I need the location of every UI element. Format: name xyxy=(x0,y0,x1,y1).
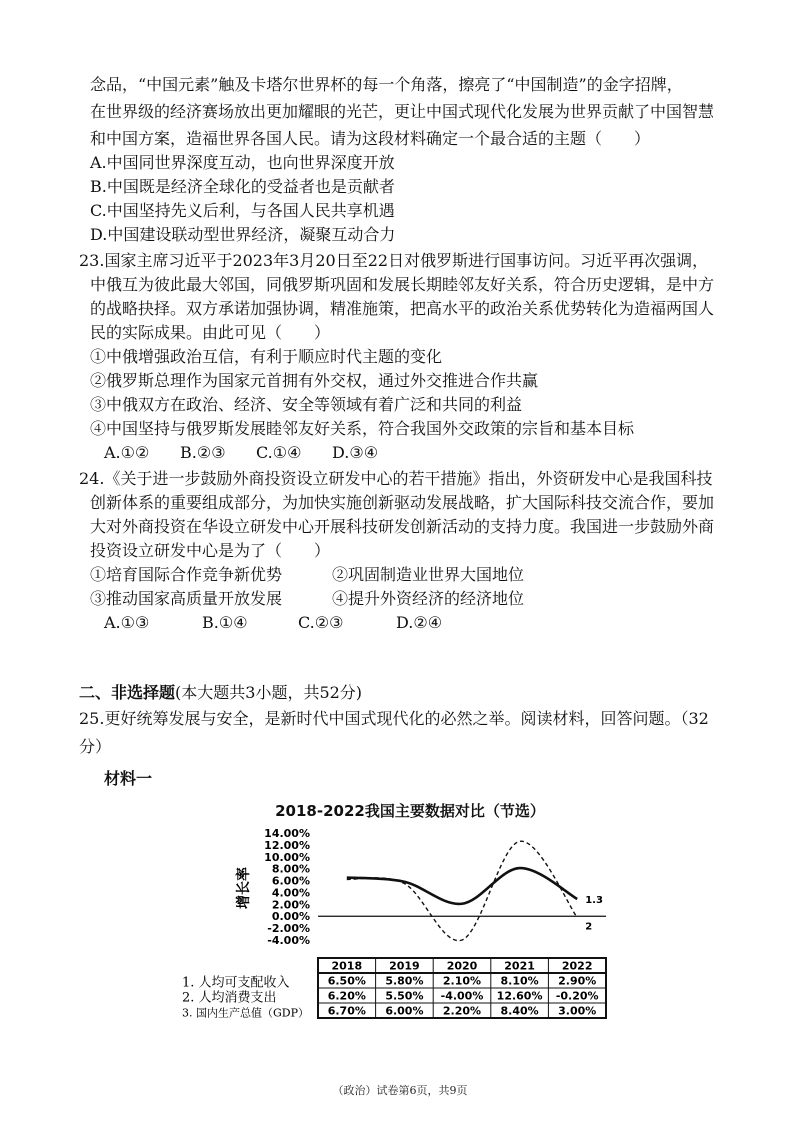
q22-stem-line: 念品，“中国元素”触及卡塔尔世界杯的每一个角落，擦亮了“中国制造”的金字招牌， xyxy=(90,75,683,94)
q25-stem-line: 25.更好统筹发展与安全，是新时代中国式现代化的必然之举。阅读材料，回答问题。（32 xyxy=(79,709,709,728)
table-cell-value: -4.00% xyxy=(440,989,484,1003)
series-line-consumption xyxy=(347,841,577,940)
table-cell-value: 3.00% xyxy=(558,1004,597,1018)
y-tick-label: 6.00% xyxy=(271,874,310,888)
y-tick-label: 0.00% xyxy=(271,910,310,924)
q23-stem-line: 的战略抉择。双方承诺加强协调，精准施策，把高水平的政治关系优势转化为造福两国人 xyxy=(90,299,715,318)
table-cell-value: 6.50% xyxy=(327,974,366,988)
table-cell-value: 6.70% xyxy=(327,1004,366,1018)
q22-option-d: D.中国建设联动型世界经济，凝聚互动合力 xyxy=(90,225,396,244)
table-row-label: 3. 国内生产总值（GDP） xyxy=(182,1006,309,1020)
series-end-label: 2 xyxy=(585,921,593,933)
q24-item-3: ③推动国家高质量开放发展 xyxy=(90,589,283,608)
q24-item-1: ①培育国际合作竞争新优势 xyxy=(90,565,283,584)
q22-option-c: C.中国坚持先义后利，与各国人民共享机遇 xyxy=(90,201,395,220)
table-cell-value: 5.50% xyxy=(385,989,424,1003)
q24-stem-line: 24.《关于进一步鼓励外商投资设立研发中心的若干措施》指出，外资研发中心是我国科技 xyxy=(79,469,713,488)
q23-option-b: B.②③ xyxy=(180,443,226,462)
table-cell-value: 6.20% xyxy=(327,989,366,1003)
table-cell-value: 6.00% xyxy=(385,1004,424,1018)
q23-item-1: ①中俄增强政治互信，有利于顺应时代主题的变化 xyxy=(90,347,443,366)
q23-option-c: C.①④ xyxy=(256,443,302,462)
y-tick-label: -2.00% xyxy=(267,922,310,936)
q23-item-2: ②俄罗斯总理作为国家元首拥有外交权，通过外交推进合作共赢 xyxy=(90,371,539,390)
q24-stem-line: 创新体系的重要组成部分，为加快实施创新驱动发展战略，扩大国际科技交流合作，要加 xyxy=(90,493,715,512)
page-footer: （政治）试卷第6页，共9页 xyxy=(332,1084,468,1097)
y-tick-label: 4.00% xyxy=(271,886,310,900)
q23-option-d: D.③④ xyxy=(332,443,379,462)
q22-option-b: B.中国既是经济全球化的受益者也是贡献者 xyxy=(90,177,395,196)
q24-option-b: B.①④ xyxy=(202,613,248,632)
table-header-year: 2021 xyxy=(504,959,535,973)
q22-stem-line: 在世界级的经济赛场放出更加耀眼的光芒，更让中国式现代化发展为世界贡献了中国智慧 xyxy=(90,102,715,121)
q24-item-2: ②巩固制造业世界大国地位 xyxy=(332,565,525,584)
q23-item-4: ④中国坚持与俄罗斯发展睦邻友好关系，符合我国外交政策的宗旨和基本目标 xyxy=(90,419,635,438)
table-cell-value: 2.90% xyxy=(558,974,597,988)
q23-stem-line: 民的实际成果。由此可见（ ） xyxy=(90,323,331,342)
table-header-year: 2018 xyxy=(331,959,363,973)
q25-stem-line: 分） xyxy=(79,737,112,756)
table-cell-value: 8.40% xyxy=(500,1004,539,1018)
table-header-year: 2019 xyxy=(389,959,420,973)
q24-option-a: A.①③ xyxy=(104,613,150,632)
section-note: (本大题共3小题，共52分) xyxy=(175,683,363,702)
y-tick-label: 12.00% xyxy=(264,838,310,852)
q24-option-d: D.②④ xyxy=(396,613,443,632)
q23-stem-line: 23.国家主席习近平于2023年3月20日至22日对俄罗斯进行国事访问。习近平再次强调， xyxy=(79,251,709,270)
series-line-income xyxy=(347,868,577,904)
material-label: 材料一 xyxy=(104,769,153,788)
table-cell-value: 2.10% xyxy=(442,974,482,988)
table-cell-value: -0.20% xyxy=(555,989,599,1003)
q24-stem-line: 投资设立研发中心是为了（ ） xyxy=(90,541,331,560)
table-header-year: 2020 xyxy=(446,959,478,973)
series-end-label: 1.3 xyxy=(585,894,603,906)
table-row-label: 2. 人均消费支出 xyxy=(182,990,277,1006)
q24-item-4: ④提升外资经济的经济地位 xyxy=(332,589,525,608)
q22-option-a: A.中国同世界深度互动，也向世界深度开放 xyxy=(90,153,395,172)
q24-stem-line: 大对外商投资在华设立研发中心开展科技研发创新活动的支持力度。我国进一步鼓励外商 xyxy=(90,517,715,536)
q23-option-a: A.①② xyxy=(104,443,150,462)
table-cell-value: 5.80% xyxy=(385,974,424,988)
table-cell-value: 8.10% xyxy=(500,974,539,988)
y-tick-label: -4.00% xyxy=(267,934,310,947)
table-cell-value: 12.60% xyxy=(496,989,543,1003)
y-tick-label: 10.00% xyxy=(264,850,310,864)
y-tick-label: 2.00% xyxy=(271,898,310,912)
table-cell-value: 2.20% xyxy=(442,1004,482,1018)
q23-stem-line: 中俄互为彼此最大邻国，同俄罗斯巩固和发展长期睦邻友好关系，符合历史逻辑，是中方 xyxy=(90,275,715,294)
y-tick-label: 14.00% xyxy=(264,827,310,840)
table-row-label: 1. 人均可支配收入 xyxy=(182,975,290,991)
y-axis-label: 增长率 xyxy=(236,867,252,909)
section-title: 二、非选择题 xyxy=(79,683,176,702)
q24-option-c: C.②③ xyxy=(298,613,344,632)
table-header-year: 2022 xyxy=(561,959,593,973)
q22-stem-line: 和中国方案，造福世界各国人民。请为这段材料确定一个最合适的主题（ ） xyxy=(90,129,651,148)
y-tick-label: 8.00% xyxy=(271,862,310,876)
q23-item-3: ③中俄双方在政治、经济、安全等领域有着广泛和共同的利益 xyxy=(90,395,523,414)
chart-title: 2018-2022我国主要数据对比（节选） xyxy=(275,802,545,820)
